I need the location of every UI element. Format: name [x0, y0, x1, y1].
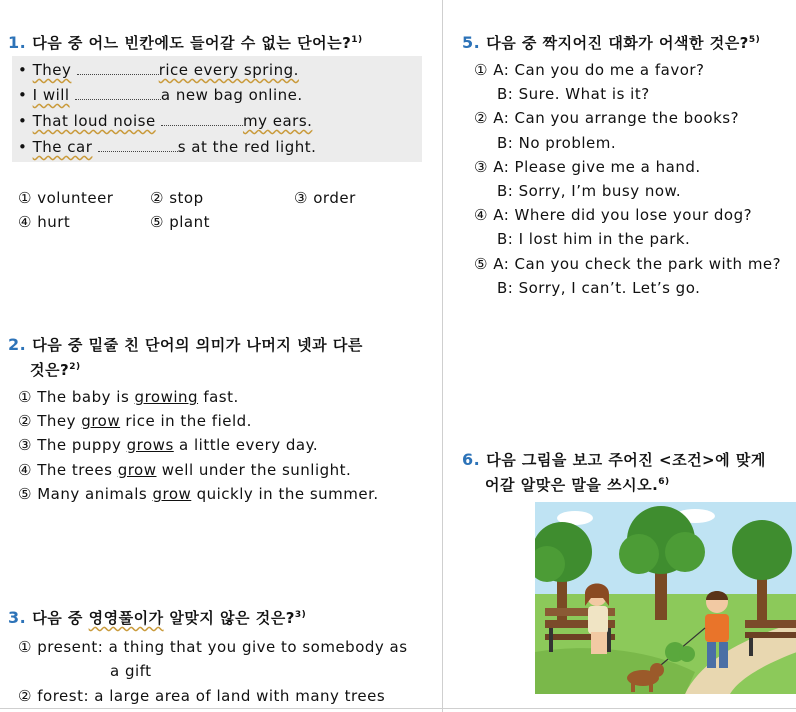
question-text: 다음 중 어느 빈칸에도 들어갈 수 없는 단어는? — [32, 34, 352, 52]
bullet: • — [18, 112, 28, 130]
option-text: Many animals — [37, 485, 148, 503]
bullet: • — [18, 61, 28, 79]
sentence-text: rice every spring. — [158, 61, 299, 79]
option-text: rice in the field. — [125, 412, 252, 430]
option-1[interactable] — [18, 186, 113, 210]
option-1-cont — [110, 659, 152, 683]
sentence-text: The car — [32, 138, 93, 156]
option-mark: ② — [18, 687, 32, 705]
option-4[interactable] — [474, 203, 752, 227]
option-2[interactable] — [474, 106, 739, 130]
underlined-word: grows — [126, 436, 174, 454]
option-3[interactable] — [294, 186, 356, 210]
bullet: • — [18, 86, 28, 104]
question-3-title — [8, 603, 306, 630]
option-text: plant — [169, 213, 211, 231]
question-text: 다음 중 짝지어진 대화가 어색한 것은? — [486, 34, 749, 52]
option-text: well under the sunlight. — [161, 461, 352, 479]
question-text: 다음 중 밑줄 친 단어의 의미가 나머지 넷과 다른 — [32, 336, 363, 354]
question-6-title-cont — [485, 470, 670, 497]
option-mark: ① — [18, 388, 32, 406]
option-2[interactable] — [18, 684, 385, 708]
dialog-a: A: Can you arrange the books? — [493, 109, 740, 127]
option-4[interactable] — [18, 210, 70, 234]
blank — [161, 111, 243, 126]
option-3[interactable] — [18, 433, 318, 457]
option-2[interactable] — [150, 186, 204, 210]
underlined-word: grow — [117, 461, 157, 479]
option-text: hurt — [37, 213, 71, 231]
option-mark: ① — [474, 61, 488, 79]
option-text: present: a thing that you give to somebody as — [37, 638, 408, 656]
option-4-b — [497, 227, 690, 251]
option-mark: ④ — [18, 213, 32, 231]
sentence-4 — [18, 135, 316, 159]
footnote-ref: 2) — [69, 362, 81, 372]
question-text-highlight: 영영풀이가 — [88, 609, 164, 627]
footnote-ref: 3) — [294, 610, 307, 620]
option-1[interactable] — [474, 58, 705, 82]
option-text: fast. — [203, 388, 239, 406]
underlined-word: grow — [81, 412, 121, 430]
sentence-3 — [18, 109, 312, 133]
question-text: 다음 중 — [32, 609, 83, 627]
option-mark: ② — [150, 189, 164, 207]
underlined-word: growing — [134, 388, 199, 406]
page-bottom-rule — [0, 708, 796, 709]
option-mark: ④ — [474, 206, 488, 224]
option-4[interactable] — [18, 458, 351, 482]
option-2[interactable] — [18, 409, 252, 433]
option-mark: ② — [474, 109, 488, 127]
dialog-b: B: I lost him in the park. — [497, 230, 691, 248]
question-5-title — [462, 28, 760, 55]
question-1-title — [8, 28, 363, 55]
option-mark: ⑤ — [150, 213, 164, 231]
option-text: The baby is — [37, 388, 130, 406]
sentence-text: a new bag online. — [160, 86, 303, 104]
option-5[interactable] — [18, 482, 379, 506]
option-1-b — [497, 82, 650, 106]
option-text: They — [37, 412, 77, 430]
option-3[interactable] — [474, 155, 701, 179]
dialog-b: B: Sorry, I can’t. Let’s go. — [497, 279, 701, 297]
option-mark: ⑤ — [474, 255, 488, 273]
sentence-2 — [18, 83, 303, 107]
option-text: order — [313, 189, 356, 207]
option-mark: ③ — [294, 189, 308, 207]
dialog-a: A: Where did you lose your dog? — [493, 206, 753, 224]
option-1[interactable] — [18, 635, 408, 659]
option-5[interactable] — [474, 252, 781, 276]
blank — [77, 60, 159, 75]
option-3-b — [497, 179, 681, 203]
question-number: 3. — [8, 608, 27, 627]
option-mark: ① — [18, 638, 32, 656]
bullet: • — [18, 138, 28, 156]
question-2-title-cont — [30, 355, 81, 382]
underlined-word: grow — [152, 485, 192, 503]
option-text: a little every day. — [179, 436, 319, 454]
sentence-text: They — [32, 61, 72, 79]
question-text: 다음 그림을 보고 주어진 <조건>에 맞게 — [486, 451, 766, 469]
sentence-1 — [18, 58, 299, 82]
sentence-text: I will — [32, 86, 70, 104]
dialog-a: A: Can you do me a favor? — [493, 61, 705, 79]
question-2-title — [8, 333, 363, 357]
option-text: quickly in the summer. — [196, 485, 379, 503]
option-text: stop — [169, 189, 204, 207]
option-mark: ④ — [18, 461, 32, 479]
footnote-ref: 1) — [351, 35, 363, 45]
question-text: 알맞지 않은 것은? — [169, 609, 295, 627]
blank — [75, 85, 161, 100]
option-mark: ③ — [18, 436, 32, 454]
footnote-ref: 6) — [658, 477, 670, 487]
option-5-b — [497, 276, 700, 300]
sentence-text: my ears. — [242, 112, 313, 130]
option-text: volunteer — [37, 189, 114, 207]
sentence-text: s at the red light. — [177, 138, 317, 156]
sentence-box — [12, 56, 422, 162]
question-number: 6. — [462, 450, 481, 469]
option-text: forest: a large area of land with many trees — [37, 687, 386, 705]
option-text: The trees — [37, 461, 113, 479]
dialog-b: B: Sure. What is it? — [497, 85, 650, 103]
question-6-title — [462, 448, 766, 472]
blank — [98, 137, 178, 152]
option-text: The puppy — [37, 436, 122, 454]
question-number: 5. — [462, 33, 481, 52]
dialog-b: B: No problem. — [497, 134, 617, 152]
option-1[interactable] — [18, 385, 239, 409]
sentence-text: That loud noise — [32, 112, 156, 130]
dialog-b: B: Sorry, I’m busy now. — [497, 182, 682, 200]
option-2-b — [497, 131, 616, 155]
footnote-ref: 5) — [748, 35, 761, 45]
question-number: 2. — [8, 335, 27, 354]
option-mark: ② — [18, 412, 32, 430]
dialog-a: A: Please give me a hand. — [493, 158, 701, 176]
question-number: 1. — [8, 33, 27, 52]
option-5[interactable] — [150, 210, 210, 234]
question-text: 것은? — [30, 361, 70, 379]
question-text: 어갈 알맞은 말을 쓰시오. — [485, 476, 659, 494]
park-illustration — [535, 502, 796, 694]
park-scene-image — [535, 502, 796, 694]
option-mark: ⑤ — [18, 485, 32, 503]
option-mark: ③ — [474, 158, 488, 176]
option-mark: ① — [18, 189, 32, 207]
column-divider — [442, 0, 443, 712]
option-text: a gift — [110, 662, 152, 680]
dialog-a: A: Can you check the park with me? — [493, 255, 782, 273]
